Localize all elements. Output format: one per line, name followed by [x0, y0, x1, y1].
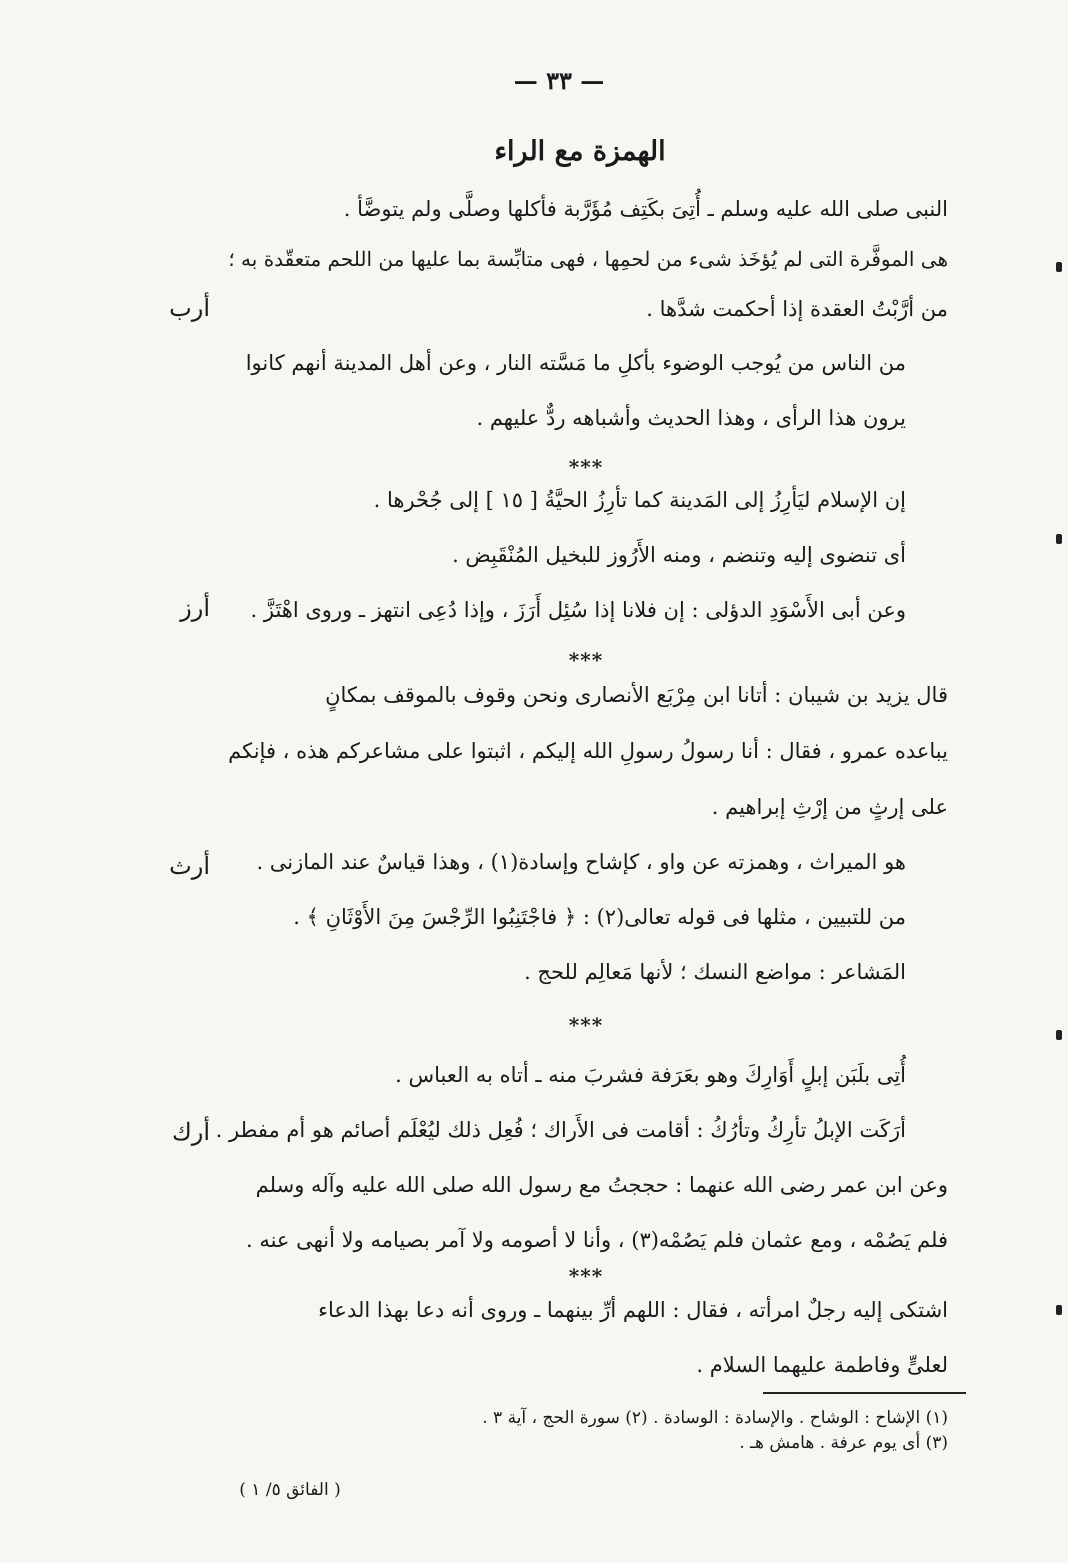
separator-3: ***	[568, 1013, 604, 1037]
text-line-15: أُتِى بلَبَن إبلٍ أَوَارِكَ وهو بعَرَفة فشربَ منه ـ أتاه به العباس .	[395, 1063, 906, 1087]
section-title: الهمزة مع الراء	[494, 136, 666, 167]
text-line-11: على إرثٍ من إرْثِ إبراهيم .	[711, 795, 948, 819]
text-line-1: النبى صلى الله عليه وسلم ـ أُتِىَ بكَتِف مُؤَرَّبة فأكلها وصلَّى ولم يتوضَّأ .	[343, 197, 948, 221]
text-line-10: يباعده عمرو ، فقال : أنا رسولُ رسولِ الله إليكم ، اثبتوا على مشاعركم هذه ، فإنكم	[228, 739, 948, 763]
text-line-12: هو الميراث ، وهمزته عن واو ، كإشاح وإسادة(١) ، وهذا قياسٌ عند المازنى .	[256, 850, 906, 874]
text-line-6: إن الإسلام ليَأرِزُ إلى المَدينة كما تأرِزُ الحيَّةُ [ ١٥ ] إلى جُحْرها .	[373, 488, 906, 512]
volume-tag: ( الفائق ٥/ ١ )	[239, 1480, 341, 1500]
separator-1: ***	[568, 455, 604, 479]
footnote-rule	[763, 1392, 966, 1394]
text-line-5: يرون هذا الرأى ، وهذا الحديث وأشباهه ردٌّ عليهم .	[476, 406, 906, 430]
text-line-19: اشتكى إليه رجلٌ امرأته ، فقال : اللهم أرِّ بينهما ـ وروى أنه دعا بهذا الدعاء	[318, 1298, 948, 1322]
separator-2: ***	[568, 648, 604, 672]
scan-mark	[1056, 534, 1062, 544]
text-line-16: أرَكَت الإبلُ تأرِكُ وتأرُكُ : أقامت فى الأَراك ؛ فُعِل ذلك ليُعْلَم أصائم هو أم مفطر .	[215, 1118, 906, 1142]
text-line-18: فلم يَصُمْه ، ومع عثمان فلم يَصُمْه(٣) ، وأنا لا أصومه ولا آمر بصيامه ولا أنهى عنه .	[245, 1228, 948, 1252]
text-line-13: من للتبيين ، مثلها فى قوله تعالى(٢) : ﴿ فاجْتَنِبُوا الرِّجْسَ مِنَ الأَوْثَانِ ﴾ .	[293, 905, 906, 929]
root-word-ark: أرك	[171, 1118, 210, 1146]
root-word-arb: أرب	[169, 294, 210, 322]
footnote-line-1: (١) الإشاح : الوشاح . والإسادة : الوسادة . (٢) سورة الحج ، آية ٣ .	[482, 1408, 948, 1428]
scan-mark	[1056, 262, 1062, 272]
text-line-3: من أرَّبْتُ العقدة إذا أحكمت شدَّها .	[646, 297, 948, 321]
text-line-8: وعن أبى الأَسْوَدِ الدؤلى : إن فلانا إذا سُئِل أَرَزَ ، وإذا دُعِى انتهز ـ وروى اهْتَزَّ .	[250, 598, 906, 622]
text-line-4: من الناس من يُوجب الوضوء بأكلِ ما مَسَّته النار ، وعن أهل المدينة أنهم كانوا	[245, 351, 906, 375]
text-line-9: قال يزيد بن شيبان : أتانا ابن مِرْبَع الأنصارى ونحن وقوف بالموقف بمكانٍ	[325, 683, 948, 707]
scan-mark	[1056, 1030, 1062, 1040]
text-line-7: أى تنضوى إليه وتنضم ، ومنه الأَرُوز للبخيل المُنْقَبِض .	[452, 543, 906, 567]
text-line-2: هى الموفَّرة التى لم يُؤخَذ شىء من لحمِها ، فهى متابِّسة بما عليها من اللحم متعقّدة به ؛	[228, 247, 948, 271]
scan-mark	[1056, 1305, 1062, 1315]
footnote-line-2: (٣) أى يوم عرفة . هامش هـ .	[739, 1433, 948, 1453]
root-word-arz: أرز	[180, 594, 210, 622]
text-line-20: لعلىٍّ وفاطمة عليهما السلام .	[696, 1353, 948, 1377]
text-line-17: وعن ابن عمر رضى الله عنهما : حججتُ مع رسول الله صلى الله عليه وآله وسلم	[255, 1173, 948, 1197]
separator-4: ***	[568, 1264, 604, 1288]
root-word-arth: أرث	[169, 852, 210, 880]
page-number: — ٣٣ —	[513, 66, 605, 95]
text-line-14: المَشاعر : مواضع النسك ؛ لأنها مَعالِم للحج .	[524, 960, 906, 984]
